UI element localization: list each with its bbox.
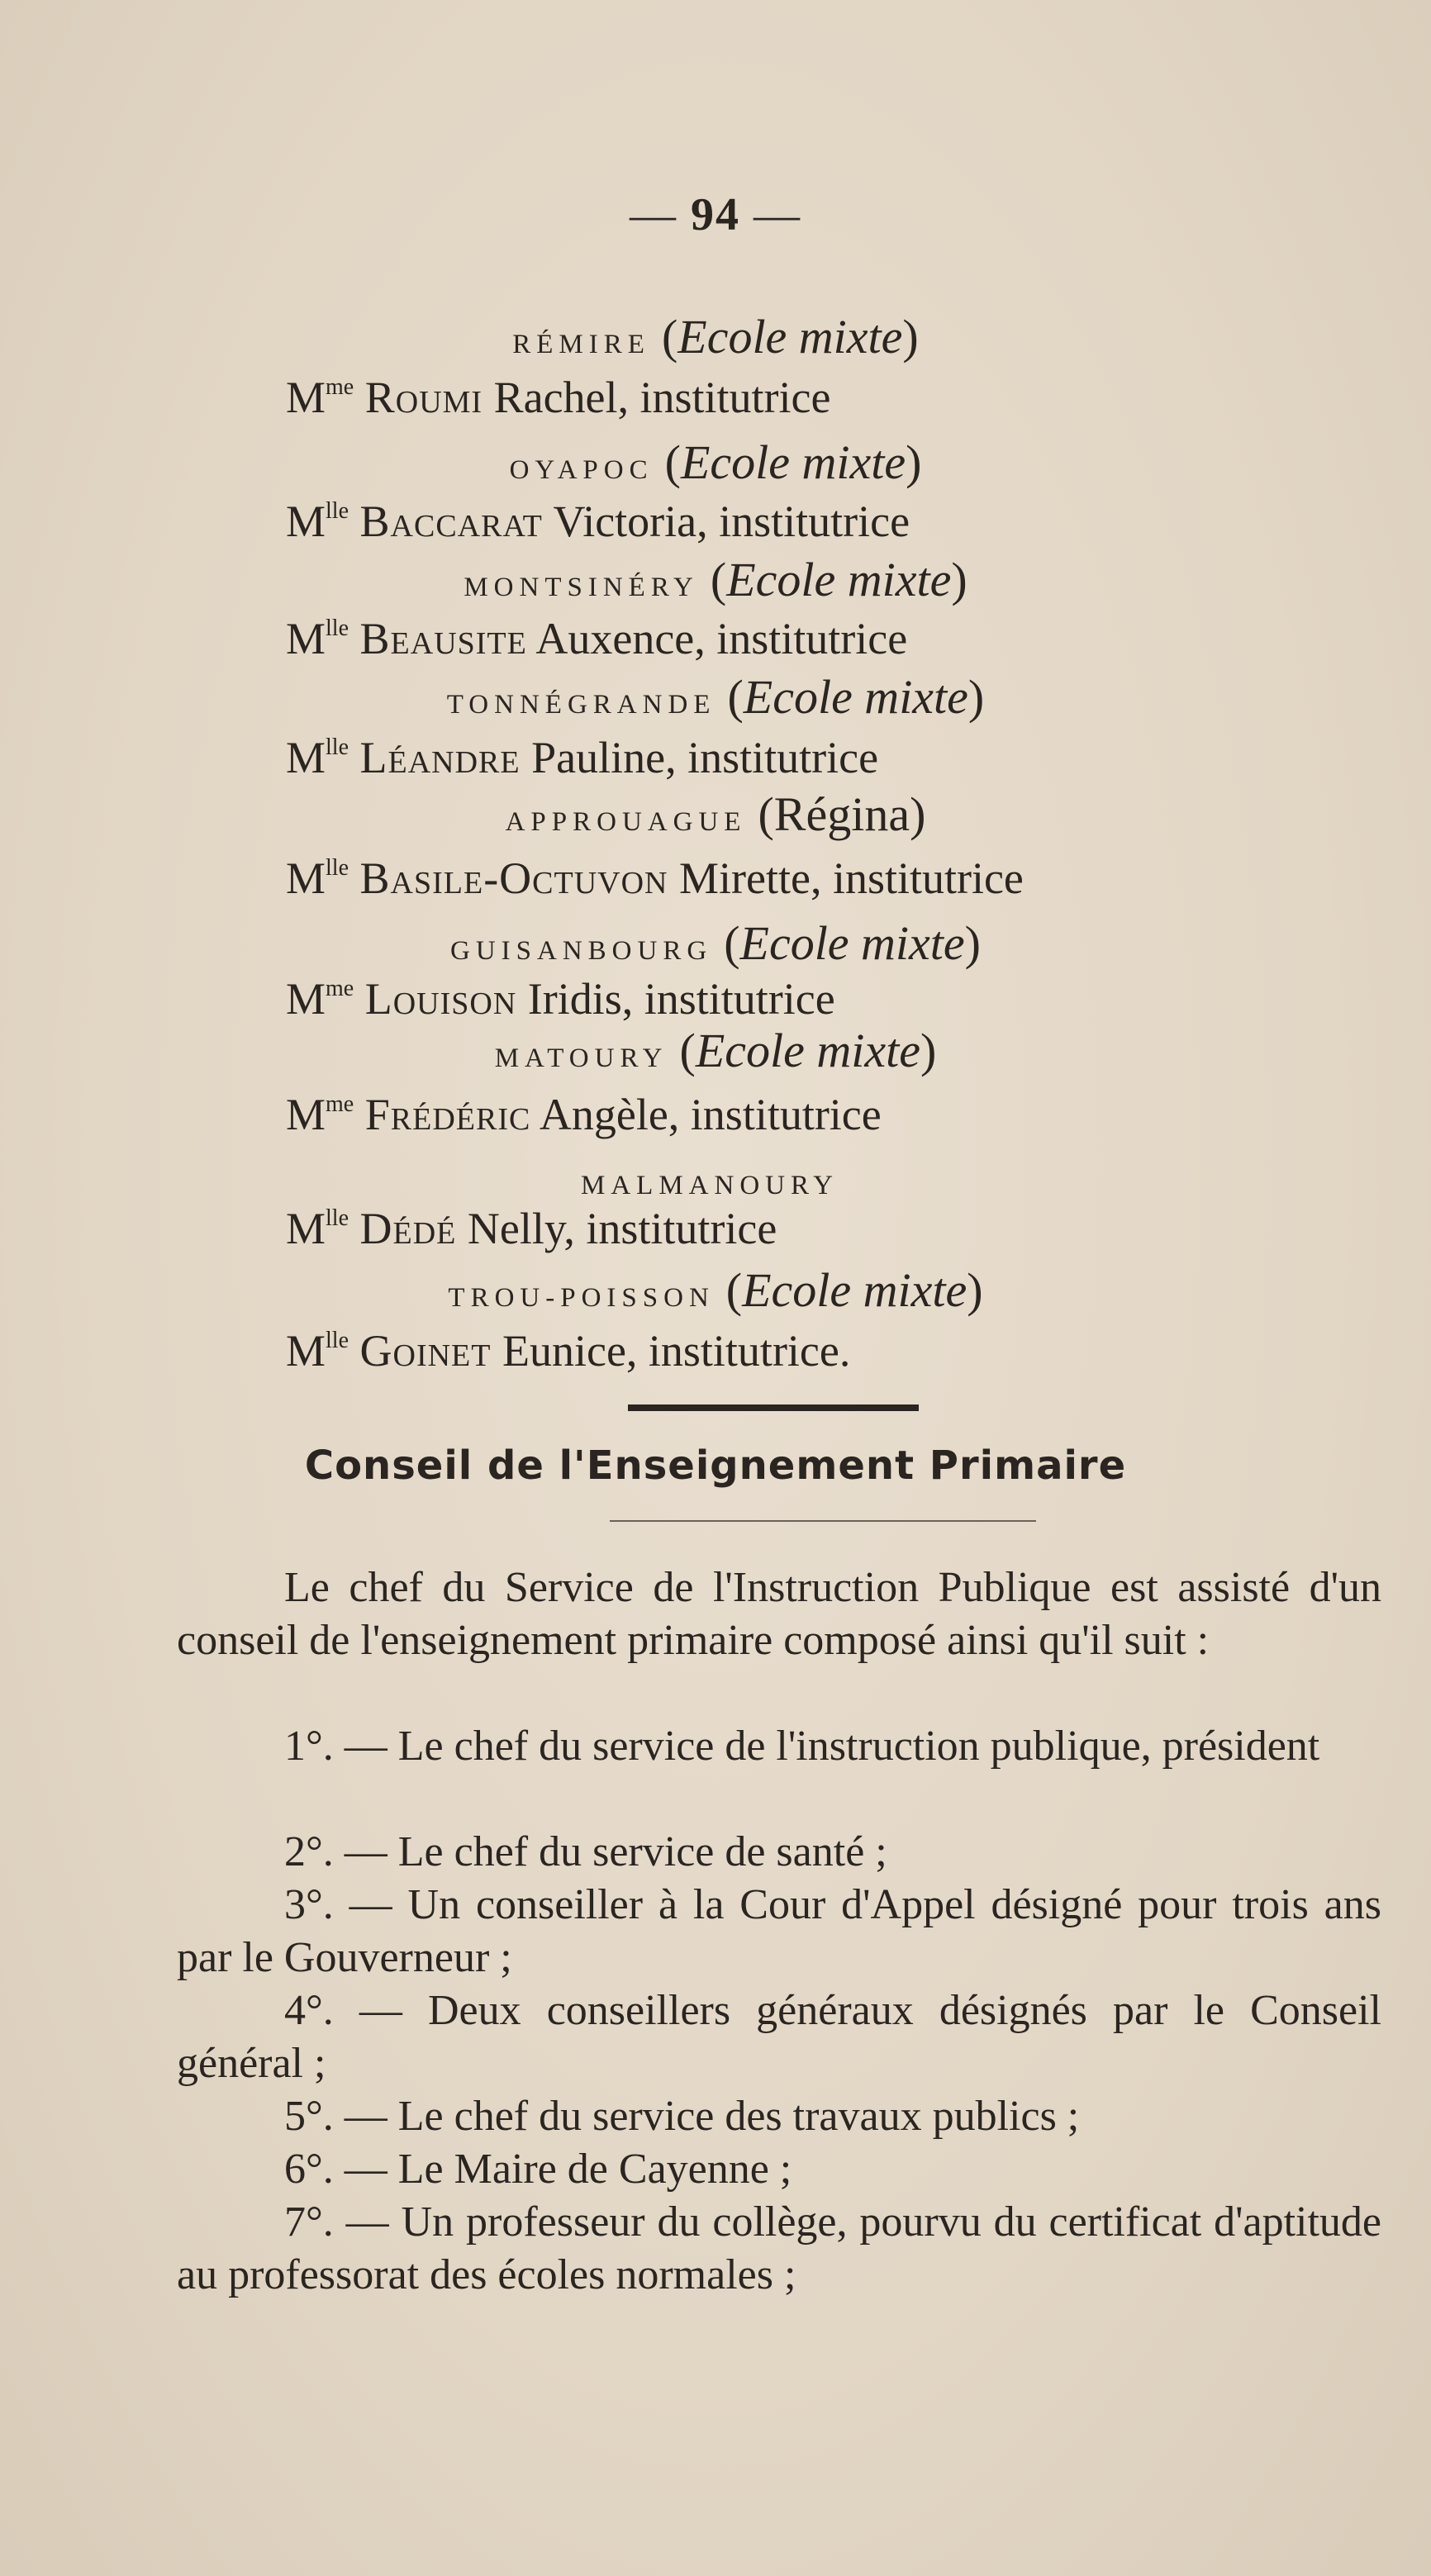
school-type: (Régina) <box>758 787 926 841</box>
honorific: $M^{lle}$ <box>286 1204 349 1253</box>
school-type: (Ecole mixte) <box>725 1263 983 1317</box>
school-heading <box>0 788 1431 848</box>
school-name: MONTSINÉRY <box>464 573 699 602</box>
school-heading <box>0 554 1431 614</box>
honorific: $M^{lle}$ <box>286 1326 349 1376</box>
teacher-surname: Roumi <box>364 373 483 422</box>
school-type: (Ecole mixte) <box>724 916 981 970</box>
teacher-surname: Baccarat <box>359 497 543 546</box>
teacher-line <box>286 610 907 668</box>
paragraph-intro: Le chef du Service de l'Instruction Publique est assisté d'un conseil de l'enseignement primaire composé ainsi qu'il suit : <box>177 1564 1381 1664</box>
list-item-6: 6°. — Le Maire de Cayenne ; <box>284 2146 792 2193</box>
school-heading <box>0 311 1431 371</box>
school-type: (Ecole mixte) <box>679 1024 937 1077</box>
school-name: TROU-POISSON <box>448 1283 715 1313</box>
teacher-surname: Louison <box>364 974 517 1024</box>
honorific: $M^{me}$ <box>286 1090 354 1139</box>
school-name: TONNÉGRANDE <box>446 690 716 720</box>
teacher-name-role: Rachel, institutrice <box>493 373 831 422</box>
teacher-surname: Frédéric <box>364 1090 531 1139</box>
school-name: APPROUAGUE <box>505 807 747 837</box>
teacher-surname: Léandre <box>359 733 521 782</box>
section-title: Conseil de l'Enseignement Primaire <box>304 1442 1127 1489</box>
honorific: $M^{lle}$ <box>286 614 349 663</box>
teacher-line <box>286 492 910 550</box>
section-title-underline <box>610 1520 1036 1522</box>
list-item-2: 2°. — Le chef du service de santé ; <box>284 1828 887 1875</box>
teacher-line <box>286 729 878 787</box>
list-item-3: 3°. — Un conseiller à la Cour d'Appel désigné pour trois ans par le Gouverneur ; <box>177 1881 1381 1981</box>
honorific: $M^{lle}$ <box>286 733 349 782</box>
teacher-line <box>286 1322 850 1380</box>
school-name: OYAPOC <box>509 455 654 485</box>
teacher-name-role: Angèle, institutrice <box>539 1090 882 1139</box>
school-heading <box>0 917 1431 977</box>
school-name: MALMANOURY <box>580 1171 839 1200</box>
school-type: (Ecole mixte) <box>661 310 919 364</box>
school-type: (Ecole mixte) <box>664 435 922 489</box>
honorific: $M^{me}$ <box>286 373 354 422</box>
teacher-name-role: Nelly, institutrice <box>467 1204 777 1253</box>
teacher-line <box>286 970 835 1028</box>
teacher-line <box>286 1200 777 1257</box>
school-name: MATOURY <box>494 1043 668 1073</box>
honorific: $M^{lle}$ <box>286 497 349 546</box>
list-item-7: 7°. — Un professeur du collège, pourvu du certificat d'aptitude au professorat des écoles normales ; <box>177 2198 1381 2298</box>
teacher-line <box>286 849 1024 907</box>
school-heading <box>0 1024 1431 1085</box>
page-number: — 94 — <box>630 189 801 240</box>
school-heading <box>0 1264 1431 1324</box>
school-type: (Ecole mixte) <box>710 553 967 606</box>
school-heading <box>0 671 1431 731</box>
school-name: RÉMIRE <box>512 330 650 359</box>
teacher-name-role: Auxence, institutrice <box>535 614 908 663</box>
honorific: $M^{lle}$ <box>286 853 349 903</box>
honorific: $M^{me}$ <box>286 974 354 1024</box>
teacher-surname: Dédé <box>359 1204 457 1253</box>
teacher-name-role: Pauline, institutrice <box>531 733 879 782</box>
teacher-name-role: Mirette, institutrice <box>679 853 1024 903</box>
teacher-surname: Beausite <box>359 614 527 663</box>
school-name: GUISANBOURG <box>450 936 713 966</box>
list-item-5: 5°. — Le chef du service des travaux publics ; <box>284 2093 1080 2140</box>
school-type: (Ecole mixte) <box>727 670 985 724</box>
teacher-name-role: Iridis, institutrice <box>527 974 835 1024</box>
teacher-line <box>286 368 830 426</box>
list-item-4: 4°. — Deux conseillers généraux désignés par le Conseil général ; <box>177 1987 1381 2087</box>
teacher-name-role: Eunice, institutrice. <box>502 1326 851 1376</box>
page-number-value: 94 <box>691 189 740 240</box>
teacher-surname: Goinet <box>359 1326 492 1376</box>
teacher-surname: Basile-Octuvon <box>359 853 668 903</box>
school-heading <box>0 436 1431 497</box>
list-item-1: 1°. — Le chef du service de l'instruction publique, président <box>284 1723 1320 1770</box>
divider-rule <box>628 1404 919 1411</box>
teacher-name-role: Victoria, institutrice <box>553 497 910 546</box>
teacher-line <box>286 1086 882 1143</box>
